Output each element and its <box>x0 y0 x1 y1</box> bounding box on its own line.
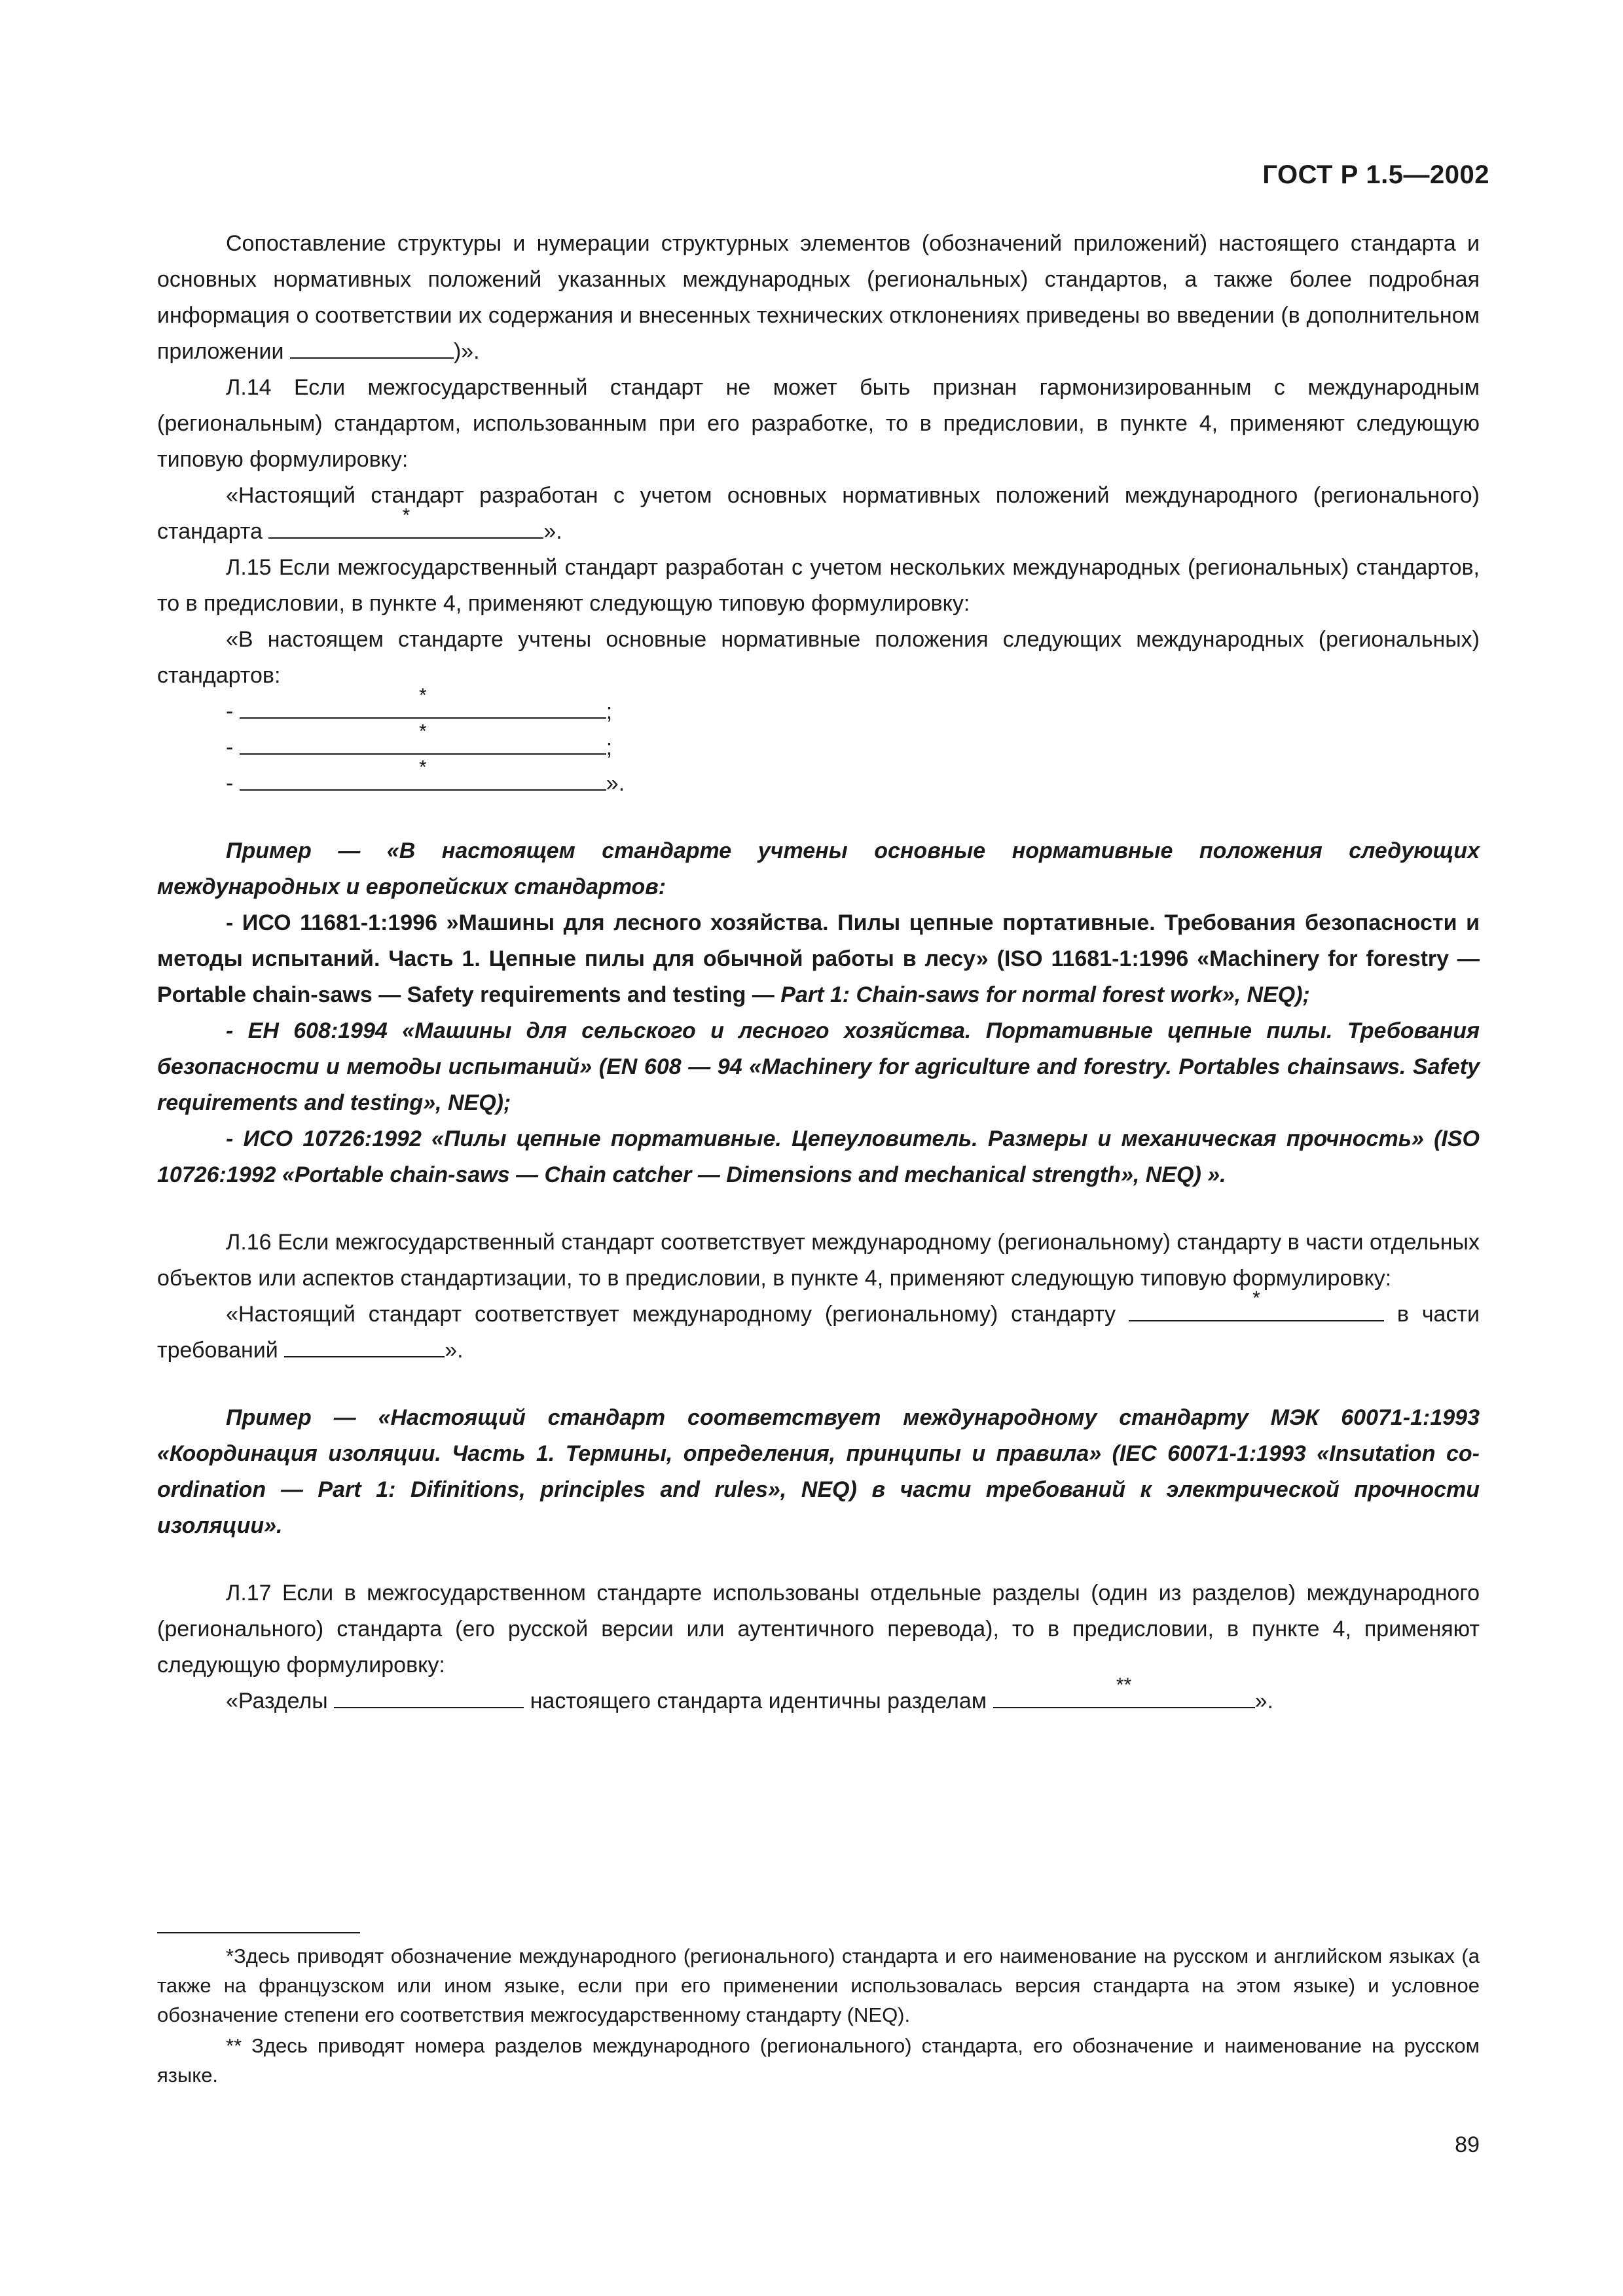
clause-l17: Л.17 Если в межгосударственном стандарте использованы отдельные разделы (один из разделов) международного (регионального) стандарта (его русской версии или аутентичного перевода), то в предисловии, в пункте 4, применяют следующую формулировку: <box>157 1581 1480 1677</box>
footnote-single-asterisk: *Здесь приводят обозначение международного (регионального) стандарта и его наименование на русском и английском языках (а также на французском или ином языке, если при его применении использовалась версия стандарта на этом языке) и условное обозначение степени его соответствия межгосударственному стандарту (NEQ). <box>157 1945 1480 2026</box>
footnote-double-asterisk: ** Здесь приводят номера разделов международного (регионального) стандарта, его обозначение и наименование на русском языке. <box>157 2034 1480 2087</box>
l15-list-line: - * ; <box>226 685 613 724</box>
blank-field: ** <box>993 1683 1255 1708</box>
l17-template-quote: «Разделы настоящего стандарта идентичны разделам ** ». <box>226 1674 1273 1713</box>
blank-field: * <box>240 766 606 791</box>
example1-item1: - ИСО 11681-1:1996 »Машины для лесного хозяйства. Пилы цепные портативные. Требования безопасности и методы испытаний. Часть 1. Цепные пилы для обычной работы в лесу» (ISO 11681-1:1996 «Machinery for forestry — Portable chain-saws — Safety requirements and testing — Part 1: Chain-saws for normal forest work», NEQ); <box>157 910 1480 1007</box>
clause-l16: Л.16 Если межгосударственный стандарт соответствует международному (региональному) стандарту в части отдельных объектов или аспектов стандартизации, то в предисловии, в пункте 4, применяют следующую типовую формулировку: <box>157 1230 1480 1291</box>
blank-field: * <box>268 514 543 539</box>
blank-field <box>284 1333 445 1357</box>
footnote-divider <box>157 1932 360 1933</box>
l15-template-quote: «В настоящем стандарте учтены основные нормативные положения следующих международных (региональных) стандартов: <box>157 627 1480 688</box>
example1-intro: Пример — «В настоящем стандарте учтены основные нормативные положения следующих международных и европейских стандартов: <box>157 838 1480 899</box>
example1-item3: - ИСО 10726:1992 «Пилы цепные портативные. Цепеуловитель. Размеры и механическая прочность» (ISO 10726:1992 «Portable chain-saws — Chain catcher — Dimensions and mechanical strength», NEQ) ». <box>157 1126 1480 1187</box>
l16-template-quote: «Настоящий стандарт соответствует международному (региональному) стандарту * в части требований ». <box>157 1287 1480 1363</box>
clause-l14: Л.14 Если межгосударственный стандарт не может быть признан гармонизированным с международным (региональным) стандартом, использованным при его разработке, то в предисловии, в пункте 4, применяют следующую типовую формулировку: <box>157 375 1480 472</box>
blank-field: * <box>240 730 606 755</box>
example2: Пример — «Настоящий стандарт соответствует международному стандарту МЭК 60071-1:1993 «Координация изоляции. Часть 1. Термины, определения, принципы и правила» (IEC 60071-1:1993 «Insutation co-ordination — Part 1: Difinitions, principles and rules», NEQ) в части требований к электрической прочности изоляции». <box>157 1405 1480 1538</box>
document-id-header: ГОСТ Р 1.5—2002 <box>1262 160 1489 189</box>
document-body <box>157 226 1480 1719</box>
footnotes <box>157 1941 1480 2090</box>
l15-list-line: - * ». <box>226 757 625 796</box>
clause-l15: Л.15 Если межгосударственный стандарт разработан с учетом нескольких международных (региональных) стандартов, то в предисловии, в пункте 4, применяют следующую типовую формулировку: <box>157 555 1480 616</box>
blank-field: * <box>1129 1297 1384 1321</box>
l15-list-line: - * ; <box>226 721 613 760</box>
l14-template-quote: «Настоящий стандарт разработан с учетом основных нормативных положений международного (регионального) стандарта * ». <box>157 483 1480 544</box>
page-number: 89 <box>1455 2132 1480 2157</box>
blank-field <box>290 334 454 359</box>
paragraph-comparison: Сопоставление структуры и нумерации структурных элементов (обозначений приложений) настоящего стандарта и основных нормативных положений указанных международных (региональных) стандартов, а также более подробная информация о соответствии их содержания и внесенных технических отклонениях приведены во введении (в дополнительном приложении )». <box>157 231 1480 364</box>
example1-item2: - ЕН 608:1994 «Машины для сельского и лесного хозяйства. Портативные цепные пилы. Требования безопасности и методы испытаний» (EN 608 — 94 «Machinery for agriculture and forestry. Portables chainsaws. Safety requirements and testing», NEQ); <box>157 1018 1480 1115</box>
blank-field: * <box>240 694 606 719</box>
blank-field <box>334 1683 524 1708</box>
